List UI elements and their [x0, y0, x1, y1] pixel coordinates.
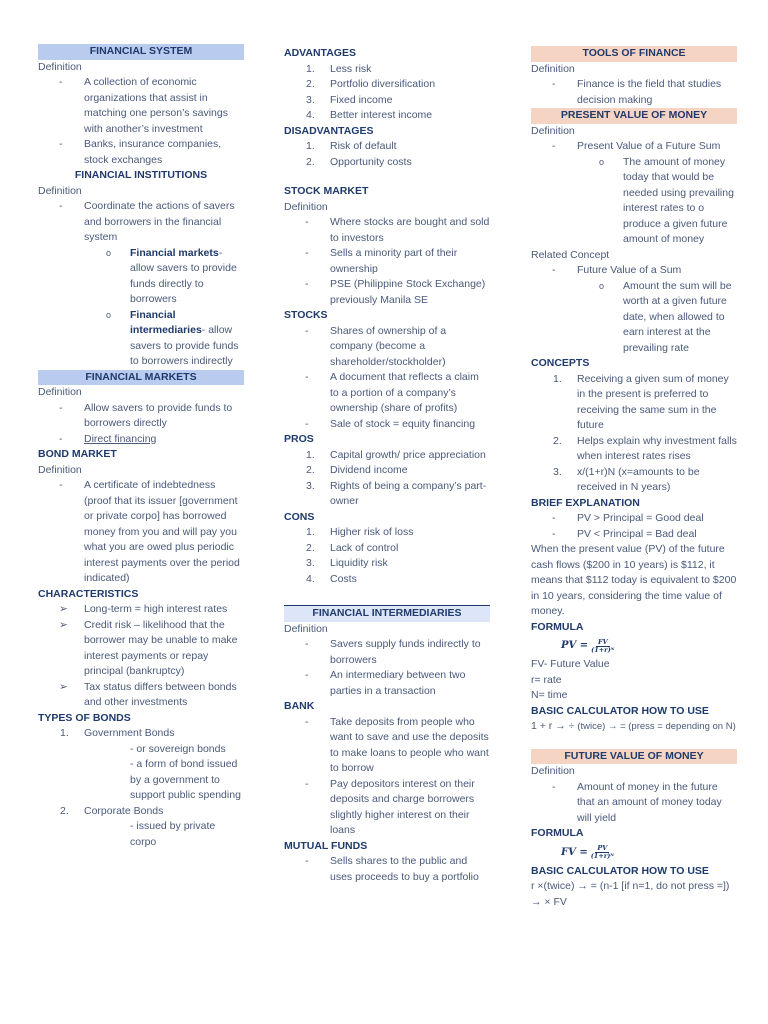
list-item: ➢ Long-term = high interest rates — [38, 602, 244, 618]
sub-list-item: o Amount the sum will be worth at a given future date, when allowed to earn interest at the prevailing rate — [599, 279, 732, 354]
pv-formula: PV = $\frac{FV}{\text{(1+r)ᴺ}}$ — [561, 637, 615, 654]
label-bank: BANK — [284, 700, 315, 712]
pv-calculator-steps: 1 + r → ÷ (twice) → = (press = depending on N) — [531, 720, 736, 732]
arrow-bullet-icon: ➢ — [59, 603, 68, 615]
column-1 — [38, 44, 244, 850]
section-header-future-value: FUTURE VALUE OF MONEY — [531, 749, 737, 765]
section-header-financial-intermediaries: FINANCIAL INTERMEDIARIES — [284, 605, 490, 622]
section-header-tools-of-finance: TOOLS OF FINANCE — [531, 46, 737, 62]
definition-label: Definition — [38, 386, 82, 398]
label-concepts: CONCEPTS — [531, 357, 590, 369]
list-item: - Pay depositors interest on their deposits and charge borrowers slightly higher interest on their loans — [305, 777, 475, 836]
definition-label: Definition — [284, 200, 328, 213]
sub-list-item: o Financial markets- allow savers to provide funds directly to borrowers — [106, 246, 237, 305]
list-item: - Sale of stock = equity financing — [305, 417, 476, 430]
variable-line: N= time — [531, 689, 568, 701]
list-item: - Banks, insurance companies, stock exchanges — [59, 138, 222, 166]
brief-paragraph: When the present value (PV) of the future cash flows ($200 in 10 years) is $112, it means that $112 today is equivalent to $200 in 10 years, considering the time value of money. — [531, 543, 737, 617]
list-item: - PSE (Philippine Stock Exchange) previously Manila SE — [305, 278, 486, 306]
arrow-bullet-icon: ➢ — [59, 680, 68, 693]
list-item: 2. Dividend income — [306, 464, 408, 476]
column-3 — [531, 46, 737, 910]
definition-label: Definition — [531, 765, 575, 777]
label-calculator: BASIC CALCULATOR HOW TO USE — [531, 864, 709, 877]
list-item: ➢ Tax status differs between bonds and other investments — [59, 680, 237, 708]
label-calculator: BASIC CALCULATOR HOW TO USE — [531, 704, 709, 717]
list-item: 4. Better interest income — [306, 109, 433, 121]
list-item: - Savers supply funds indirectly to borrowers — [305, 638, 481, 666]
list-item: 1. Government Bonds — [60, 727, 175, 739]
list-item: 1. Risk of default — [306, 140, 397, 152]
related-concept-label: Related Concept — [531, 248, 610, 261]
list-item: - An intermediary between two parties in a transaction — [305, 669, 466, 697]
definition-label: Definition — [284, 622, 328, 635]
label-mutual-funds: MUTUAL FUNDS — [284, 839, 368, 852]
list-item-detail: - issued by private corpo — [130, 820, 216, 848]
list-item: 1. Less risk — [306, 62, 372, 75]
label-pros: PROS — [284, 433, 314, 445]
label-bond-market: BOND MARKET — [38, 448, 117, 460]
list-item: 1. Receiving a given sum of money in the present is preferred to receiving the same sum in the future — [553, 372, 729, 431]
list-item: - Future Value of a Sum — [552, 264, 682, 276]
definition-label: Definition — [38, 60, 82, 73]
list-item: 1. Higher risk of loss — [306, 526, 414, 538]
list-item: 3. Fixed income — [306, 93, 393, 106]
list-item: - PV > Principal = Good deal — [552, 512, 704, 524]
list-item: - Amount of money in the future that an amount of money today will yield — [552, 780, 722, 824]
list-item: 2. Lack of control — [306, 541, 399, 554]
list-item: - Direct financing — [59, 432, 157, 445]
arrow-bullet-icon: ➢ — [59, 618, 68, 631]
label-formula: FORMULA — [531, 620, 584, 633]
definition-label: Definition — [531, 124, 575, 137]
list-item: - Finance is the field that studies decision making — [552, 78, 722, 106]
list-item: 1. Capital growth/ price appreciation — [306, 448, 486, 461]
list-item: - Coordinate the actions of savers and borrowers in the financial system — [59, 200, 235, 243]
fv-formula: FV = $\frac{PV}{\text{(1+r)ᴺ}}$ — [561, 844, 615, 860]
list-item: - A document that reflects a claim to a portion of a company’s ownership (share of profits) — [305, 371, 479, 414]
list-item-detail: - a form of bond issued by a government to support public spending — [130, 758, 241, 801]
list-item: - Sells shares to the public and uses proceeds to buy a portfolio — [305, 855, 479, 883]
variable-line: r= rate — [531, 673, 562, 686]
list-item: 2. Corporate Bonds — [60, 804, 164, 817]
definition-label: Definition — [38, 184, 82, 197]
label-brief-explanation: BRIEF EXPLANATION — [531, 496, 640, 509]
list-item: 4. Costs — [306, 572, 357, 585]
fv-calculator-steps: r ×(twice) → = (n-1 [if n=1, do not press =]) → × FV — [531, 880, 730, 908]
list-item: ➢ Credit risk – likelihood that the borrower may be unable to make interest payments or repay principal (bankruptcy) — [59, 618, 238, 677]
column-2 — [284, 46, 490, 885]
sub-list-item: o Financial intermediaries- allow savers to provide funds to borrowers indirectly — [106, 308, 239, 367]
list-item: 3. Rights of being a company’s part-owner — [306, 479, 487, 507]
label-disadvantages: DISADVANTAGES — [284, 124, 374, 137]
list-item: 2. Opportunity costs — [306, 155, 412, 168]
definition-label: Definition — [531, 62, 575, 75]
list-item: - Present Value of a Future Sum — [552, 140, 721, 152]
list-item: 2. Helps explain why investment falls when interest rates rises — [553, 434, 737, 462]
list-item: 3. Liquidity risk — [306, 557, 388, 569]
label-types-of-bonds: TYPES OF BONDS — [38, 711, 131, 724]
list-item-detail: - or sovereign bonds — [130, 742, 226, 755]
section-header-financial-system: FINANCIAL SYSTEM — [38, 44, 244, 60]
list-item: - A collection of economic organizations that assist in matching one person’s savings with another’s investment — [59, 76, 228, 135]
label-characteristics: CHARACTERISTICS — [38, 587, 139, 600]
section-header-financial-markets: FINANCIAL MARKETS — [38, 370, 244, 386]
definition-label: Definition — [38, 463, 82, 476]
list-item: 2. Portfolio diversification — [306, 78, 436, 90]
label-cons: CONS — [284, 510, 315, 523]
list-item: - Sells a minority part of their ownership — [305, 247, 458, 275]
section-header-financial-institutions: FINANCIAL INSTITUTIONS — [74, 169, 208, 181]
list-item: - PV < Principal = Bad deal — [552, 527, 697, 540]
label-formula: FORMULA — [531, 827, 584, 839]
label-advantages: ADVANTAGES — [284, 47, 356, 59]
list-item: - Shares of ownership of a company (become a shareholder/stockholder) — [305, 324, 447, 368]
section-header-present-value: PRESENT VALUE OF MONEY — [531, 108, 737, 124]
list-item: - A certificate of indebtedness (proof that its issuer [government or private corpo] has borrowed money from you and will pay you what you are owed plus periodic interest payments over the period indicated) — [59, 479, 240, 584]
list-item: 3. x/(1+r)N (x=amounts to be received in N years) — [553, 465, 700, 493]
list-item: - Where stocks are bought and sold to investors — [305, 216, 490, 244]
label-stocks: STOCKS — [284, 309, 328, 321]
sub-list-item: o The amount of money today that would be needed using prevailing interest rates to o produce a given future amount of money — [599, 155, 734, 245]
list-item: - Take deposits from people who want to save and use the deposits to make loans to people who want to borrow — [305, 715, 489, 774]
label-stock-market: STOCK MARKET — [284, 185, 369, 197]
list-item: - Allow savers to provide funds to borrowers directly — [59, 401, 233, 429]
variable-line: FV- Future Value — [531, 658, 610, 670]
